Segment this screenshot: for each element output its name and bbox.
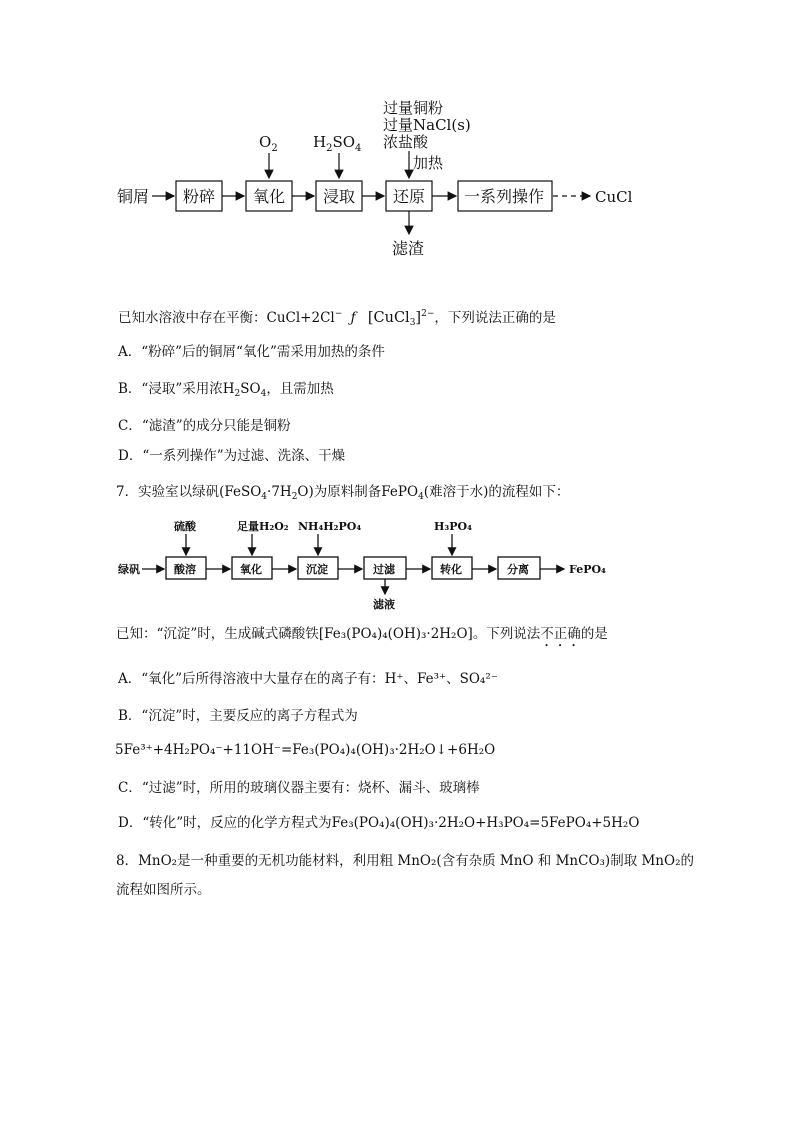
- q6-option-c: C．“滤渣”的成分只能是铜粉: [118, 418, 291, 434]
- q6-option-b: B．“浸取”采用浓$H_2SO_4$，且需加热: [118, 381, 334, 399]
- flow2-step-precipitate: 沉淀: [306, 563, 328, 576]
- flow1-start: 铜屑: [117, 187, 150, 206]
- flow2-step-oxidize: 氧化: [240, 563, 262, 576]
- flow2-step-convert: 转化: [440, 563, 462, 576]
- q8-line-1: 8．MnO₂是一种重要的无机功能材料，利用粗 MnO₂(含有杂质 MnO 和 MnCO₃)制取 MnO₂的: [116, 853, 694, 869]
- flow2-step-filter: 过滤: [373, 563, 395, 576]
- flow1-end: CuCl: [595, 188, 633, 206]
- flow1-input-cu: 过量铜粉: [383, 99, 444, 117]
- flow1-reagent-h2so4: $H_2SO_4$: [313, 133, 362, 154]
- flow1-input-nacl: 过量NaCl(s): [383, 116, 471, 134]
- flow1-residue: 滤渣: [392, 239, 425, 258]
- flowchart-cucl: [0, 0, 793, 270]
- flow2-reagent-nh4h2po4: NH₄H₂PO₄: [298, 520, 362, 533]
- flow2-end: FePO₄: [569, 563, 606, 576]
- q8-line-2: 流程如图所示。: [116, 882, 211, 898]
- flow1-step-leach: 浸取: [323, 187, 356, 206]
- flow1-reagent-o2: $O_2$: [259, 133, 278, 154]
- flow2-start: 绿矾: [118, 563, 140, 576]
- flow1-step-crush: 粉碎: [183, 187, 216, 206]
- flow2-step-dissolve: 酸溶: [174, 563, 196, 576]
- q7-option-b: B．“沉淀”时，主要反应的离子方程式为: [118, 708, 358, 724]
- q6-stem: 已知水溶液中存在平衡：CuCl+2Cl− ƒ [CuCl$_3$]$^{2-}$，下列说法正确的是: [118, 309, 556, 328]
- q6-option-a: A．“粉碎”后的铜屑“氧化”需采用加热的条件: [118, 344, 385, 360]
- flow2-reagent-h2o2: 足量H₂O₂: [237, 520, 289, 533]
- flow1-step-reduce: 还原: [393, 187, 426, 206]
- q7-option-c: C．“过滤”时，所用的玻璃仪器主要有：烧杯、漏斗、玻璃棒: [118, 780, 480, 796]
- q6-option-d: D．“一系列操作”为过滤、洗涤、干燥: [118, 448, 346, 464]
- q7-option-b-equation: 5Fe³⁺+4H₂PO₄⁻+11OH⁻=Fe₃(PO₄)₄(OH)₃·2H₂O↓+6H₂O: [115, 742, 496, 758]
- q7-option-d: D．“转化”时，反应的化学方程式为Fe₃(PO₄)₄(OH)₃·2H₂O+H₃PO₄=5FePO₄+5H₂O: [118, 815, 640, 831]
- flow2-step-separate: 分离: [507, 563, 529, 576]
- q7-option-a: A．“氧化”后所得溶液中大量存在的离子有：H⁺、Fe³⁺、SO₄²⁻: [118, 671, 498, 687]
- flow2-reagent-h2so4: 硫酸: [174, 520, 196, 533]
- q7-stem: 7．实验室以绿矾$(FeSO_4\cdot 7H_2O)$为原料制备FePO$_4$(难溶于水)的流程如下：: [116, 484, 570, 502]
- flow1-input-hcl: 浓盐酸: [383, 133, 429, 151]
- q7-known: 已知：“沉淀”时，生成碱式磷酸铁[Fe₃(PO₄)₄(OH)₃·2H₂O]。下列说法不正确的是: [116, 626, 608, 642]
- flow2-reagent-h3po4: H₃PO₄: [434, 520, 472, 533]
- flow1-condition-heat: 加热: [413, 154, 444, 172]
- flow1-step-ops: 一系列操作: [464, 187, 545, 206]
- flowchart-fepo4: [0, 510, 793, 615]
- flow2-residue: 滤液: [373, 598, 395, 611]
- flow1-step-oxidize: 氧化: [253, 187, 286, 206]
